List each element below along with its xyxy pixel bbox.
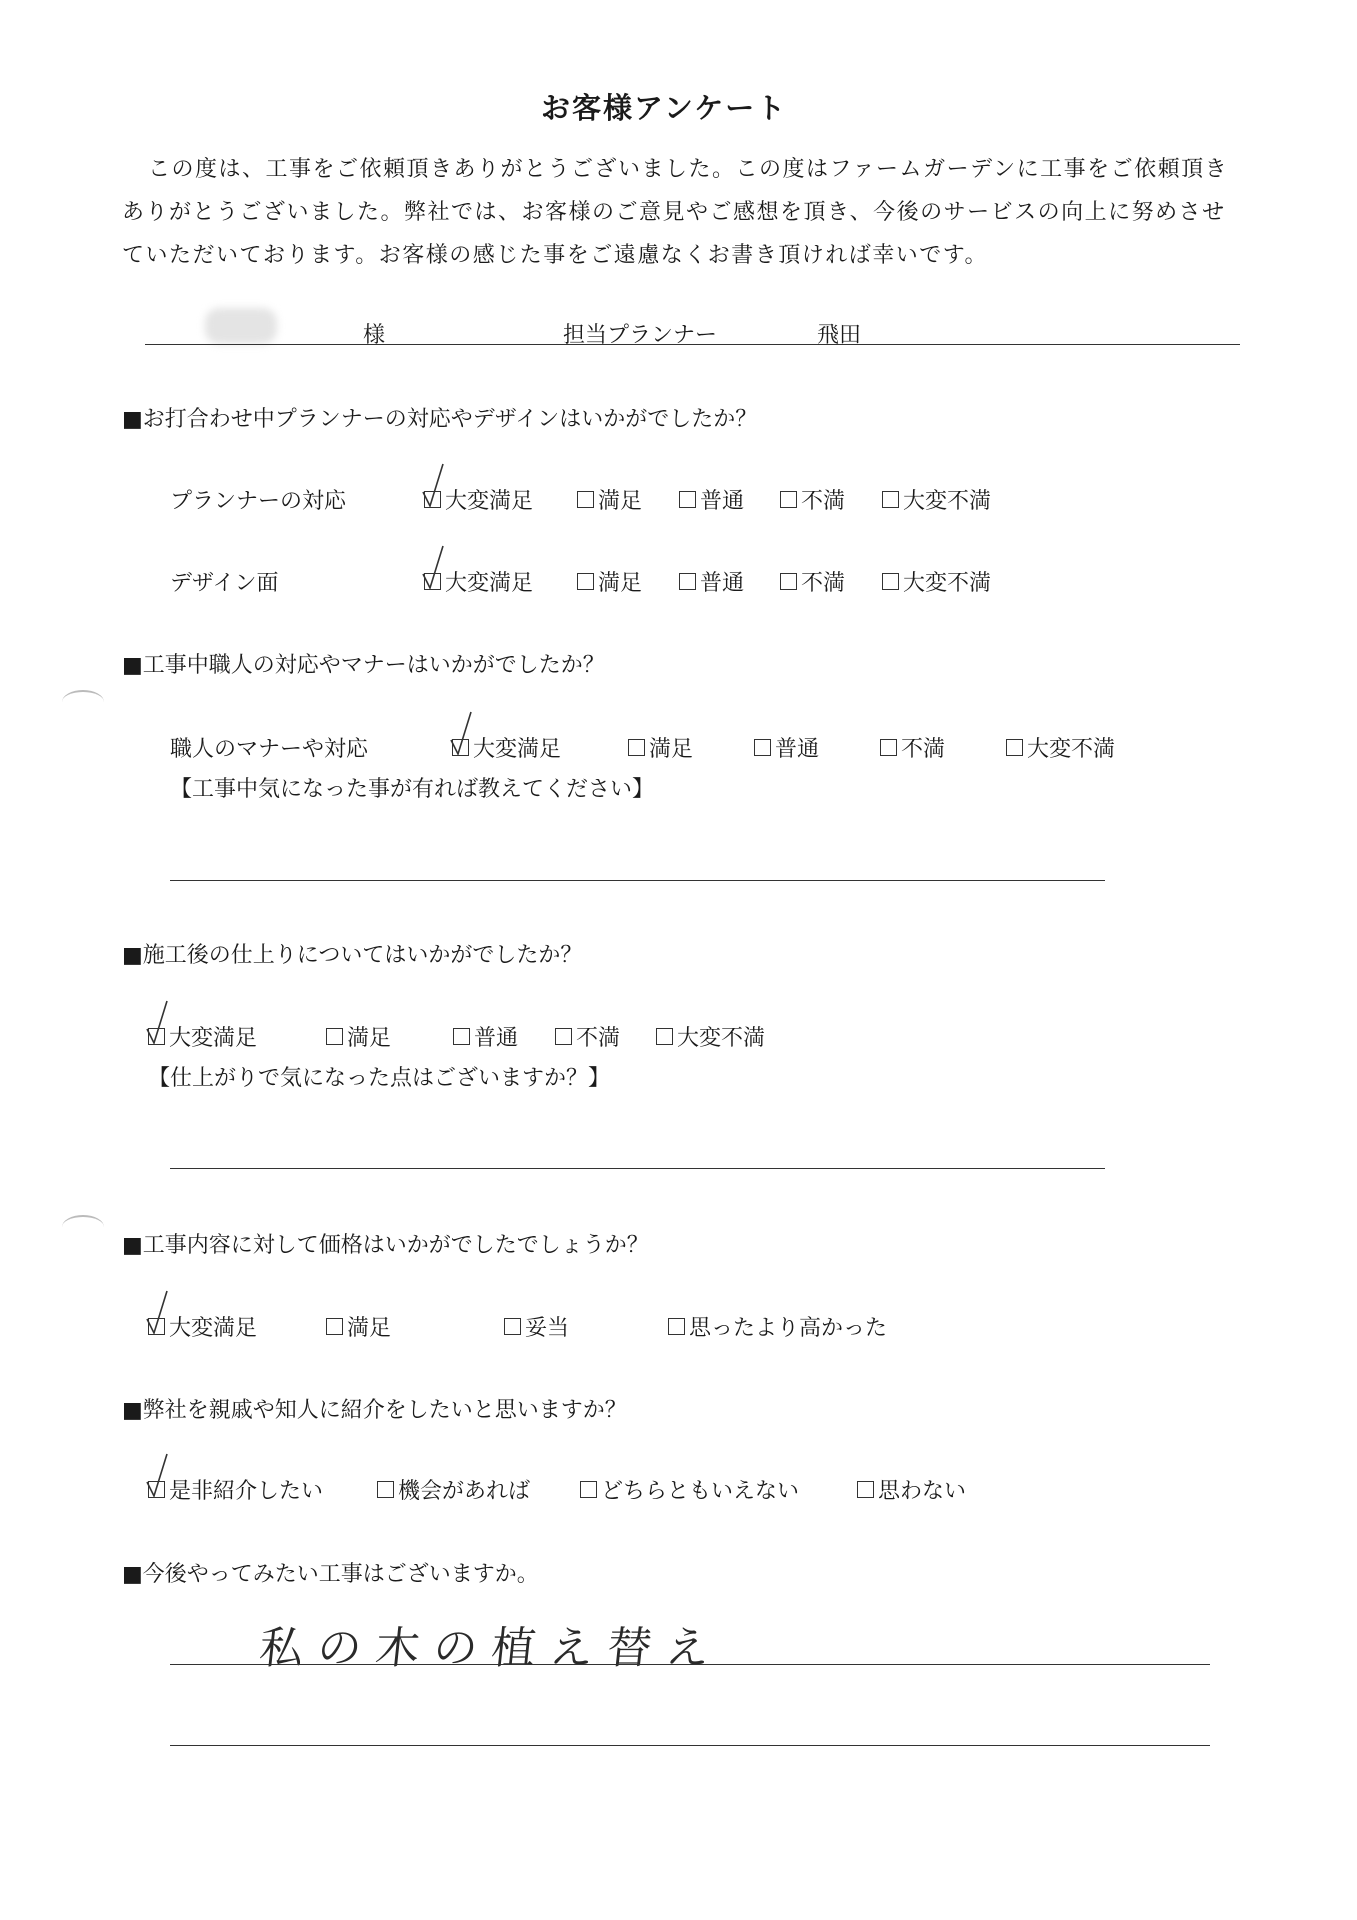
q2-option-1[interactable]: 大変満足	[452, 732, 561, 763]
q2-question: ■工事中職人の対応やマナーはいかがでしたか？	[122, 653, 605, 678]
checkbox[interactable]	[628, 739, 645, 756]
q1-row2-label: デザイン面	[170, 571, 279, 596]
checkbox[interactable]	[880, 739, 897, 756]
checkbox[interactable]	[580, 1481, 597, 1498]
checkbox[interactable]	[453, 1028, 470, 1045]
q6-question: ■今後やってみたい工事はございますか。	[122, 1562, 539, 1587]
checkbox[interactable]	[1006, 739, 1023, 756]
checkbox[interactable]	[577, 491, 594, 508]
checkbox-checked[interactable]	[148, 1318, 165, 1335]
checkbox[interactable]	[668, 1318, 685, 1335]
q3-option-5[interactable]: 大変不満	[656, 1021, 765, 1052]
q1-row2-option-1[interactable]: 大変満足	[424, 566, 533, 597]
checkbox-checked[interactable]	[148, 1481, 165, 1498]
q5-option-2[interactable]: 機会があれば	[377, 1474, 530, 1505]
q1-row1-option-4[interactable]: 不満	[780, 484, 845, 515]
q6-answer-line-2[interactable]	[170, 1745, 1210, 1746]
punch-hole-mark	[62, 690, 104, 714]
q3-prompt: 【仕上がりで気になった点はございますか？】	[148, 1066, 611, 1091]
punch-hole-mark	[62, 1215, 104, 1239]
checkbox[interactable]	[679, 491, 696, 508]
q5-option-1[interactable]: 是非紹介したい	[148, 1474, 323, 1505]
q3-question: ■施工後の仕上りについてはいかがでしたか？	[122, 943, 583, 968]
q2-option-2[interactable]: 満足	[628, 732, 693, 763]
checkmark-icon	[421, 544, 445, 592]
checkbox-checked[interactable]	[424, 573, 441, 590]
checkbox-checked[interactable]	[452, 739, 469, 756]
checkbox[interactable]	[679, 573, 696, 590]
checkbox[interactable]	[882, 491, 899, 508]
checkbox[interactable]	[857, 1481, 874, 1498]
q3-option-2[interactable]: 満足	[326, 1021, 391, 1052]
q5-option-4[interactable]: 思わない	[857, 1474, 966, 1505]
checkbox[interactable]	[656, 1028, 673, 1045]
q3-answer-line[interactable]	[170, 1168, 1105, 1169]
q5-question: ■弊社を親戚や知人に紹介をしたいと思いますか？	[122, 1398, 627, 1423]
q2-row-label: 職人のマナーや対応	[170, 737, 369, 762]
checkbox[interactable]	[326, 1318, 343, 1335]
checkbox[interactable]	[377, 1481, 394, 1498]
checkbox[interactable]	[754, 739, 771, 756]
q3-option-1[interactable]: 大変満足	[148, 1021, 257, 1052]
checkbox[interactable]	[780, 573, 797, 590]
q3-option-4[interactable]: 不満	[555, 1021, 620, 1052]
checkmark-icon	[145, 999, 169, 1047]
q4-option-1[interactable]: 大変満足	[148, 1311, 257, 1342]
q5-option-3[interactable]: どちらともいえない	[580, 1474, 799, 1505]
intro-line-2: ありがとうございました。弊社では、お客様のご意見やご感想を頂き、今後のサービスの向上に努めさせ	[122, 200, 1226, 225]
intro-line-3: ていただいております。お客様の感じた事をご遠慮なくお書き頂ければ幸いです。	[122, 243, 988, 268]
q1-row2-option-4[interactable]: 不満	[780, 566, 845, 597]
q1-row1-option-1[interactable]: 大変満足	[424, 484, 533, 515]
checkbox-checked[interactable]	[424, 491, 441, 508]
intro-line-1: この度は、工事をご依頼頂きありがとうございました。この度はファームガーデンに工事をご依頼頂き	[148, 157, 1229, 182]
q4-question: ■工事内容に対して価格はいかがでしたでしょうか？	[122, 1233, 649, 1258]
planner-name: 飛田	[817, 323, 862, 348]
q2-prompt: 【工事中気になった事が有れば教えてください】	[170, 777, 655, 802]
q1-row1-option-5[interactable]: 大変不満	[882, 484, 991, 515]
q6-answer-line-1[interactable]	[170, 1664, 1210, 1665]
checkmark-icon	[145, 1289, 169, 1337]
checkbox[interactable]	[326, 1028, 343, 1045]
redacted-customer-name	[205, 308, 277, 344]
q1-row2-option-5[interactable]: 大変不満	[882, 566, 991, 597]
q1-row2-option-2[interactable]: 満足	[577, 566, 642, 597]
q1-question: ■お打合わせ中プランナーの対応やデザインはいかがでしたか？	[122, 407, 758, 432]
checkbox[interactable]	[882, 573, 899, 590]
q2-option-3[interactable]: 普通	[754, 732, 819, 763]
checkmark-icon	[421, 462, 445, 510]
q2-option-5[interactable]: 大変不満	[1006, 732, 1115, 763]
q4-option-2[interactable]: 満足	[326, 1311, 391, 1342]
customer-suffix: 様	[363, 323, 386, 348]
q1-row2-option-3[interactable]: 普通	[679, 566, 744, 597]
checkbox[interactable]	[577, 573, 594, 590]
q1-row1-option-2[interactable]: 満足	[577, 484, 642, 515]
checkbox[interactable]	[780, 491, 797, 508]
q1-row1-option-3[interactable]: 普通	[679, 484, 744, 515]
q4-option-3[interactable]: 妥当	[504, 1311, 569, 1342]
planner-label: 担当プランナー	[563, 323, 718, 348]
q3-option-3[interactable]: 普通	[453, 1021, 518, 1052]
checkbox[interactable]	[504, 1318, 521, 1335]
q2-answer-line[interactable]	[170, 880, 1105, 881]
q2-option-4[interactable]: 不満	[880, 732, 945, 763]
survey-title: お客様アンケート	[541, 91, 788, 125]
checkmark-icon	[145, 1452, 169, 1500]
checkbox[interactable]	[555, 1028, 572, 1045]
checkmark-icon	[449, 710, 473, 758]
q4-option-4[interactable]: 思ったより高かった	[668, 1311, 887, 1342]
q1-row1-label: プランナーの対応	[170, 489, 347, 514]
checkbox-checked[interactable]	[148, 1028, 165, 1045]
header-underline	[145, 344, 1240, 345]
q6-handwritten-answer: 私の木の植え替え	[256, 1623, 727, 1674]
